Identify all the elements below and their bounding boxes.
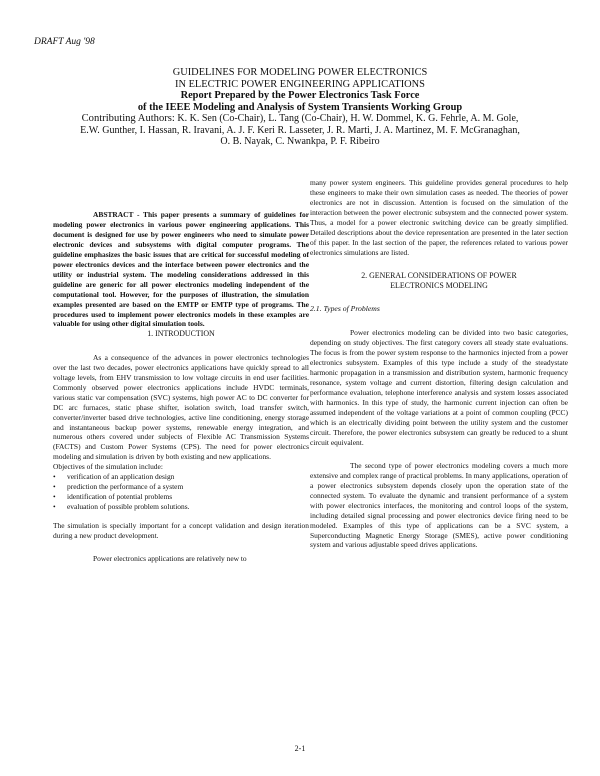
list-item [53, 472, 309, 482]
bullet: • [53, 482, 56, 492]
right-column [310, 178, 568, 550]
subsection-heading: 2.1. Types of Problems [310, 304, 380, 314]
intro-text: As a consequence of the advances in power electronics technologies over the last two decades, power electronics applications have quickly spread to all voltage levels, from EHV transmission to low voltage circuits in end user facilities. Commonly observed power electronics applications include HVDC terminals, various static var compensation (SVC) systems, high power AC to DC converter for DC arc furnaces, static phase shifter, isolation switch, load transfer switch, converter/inverter based drive technologies, active line conditioning, energy storage and instantaneous backup power systems, renewable energy integration, and numerous others covered under subjects of Flexible AC Transmission Systems (FACTS) and Custom Power Systems (CPS). The need for power electronics modeling and simulation is driven by both existing and new applications. [53, 352, 309, 462]
left-column [53, 210, 309, 564]
title-line-2: IN ELECTRIC POWER ENGINEERING APPLICATIONS [175, 78, 425, 90]
abstract-text: ABSTRACT - This paper presents a summary of guidelines for modeling power electronics in various power engineering applications. This document is designed for use by power engineers who need to simulate power electronic devices and subsystems with digital computer programs. The guideline emphasizes the basic issues that are critical for successful modeling of power electronics devices and the interface between power electronics and the utility or industrial system. The modeling considerations addressed in this guideline are generic for all power electronics modeling independent of the computational tool. However, for the purposes of illustration, the simulation examples presented are based on the EMTP or EMTP type of programs. The procedures used to implement power electronics models in these examples are valuable for using other digital simulation tools. [53, 210, 309, 329]
report-line-1: Report Prepared by the Power Electronics Task Force [180, 90, 420, 102]
types-paragraph-2 [310, 461, 568, 551]
bullet: • [53, 472, 56, 482]
types-paragraph-1 [310, 328, 568, 447]
authors-label: Contributing Authors: [81, 113, 175, 125]
bullet: • [53, 502, 56, 512]
list-item [53, 492, 309, 502]
page-number: 2-1 [294, 744, 306, 753]
authors-line-3: O. B. Nayak, C. Nwankpa, P. F. Ribeiro [220, 135, 380, 147]
report-line-2: of the IEEE Modeling and Analysis of System Transients Working Group [137, 101, 463, 113]
objective-text: prediction the performance of a system [67, 482, 184, 492]
title-line-1: GUIDELINES FOR MODELING POWER ELECTRONICS [172, 67, 428, 78]
objectives-label: Objectives of the simulation include: [53, 462, 163, 472]
title-block [30, 67, 570, 147]
authors-line-2: E.W. Gunther, I. Hassan, R. Iravani, A. J. F. Keri R. Lasseter, J. R. Marti, J. A. Martinez, M. F. McGranaghan, [80, 124, 520, 136]
continued-paragraph: many power system engineers. This guideline provides general procedures to help these engineers to make their own simulation cases as needed. The theories of power electronics are not in discussion. Attention is focused on the simulation of the interaction between the power electronic subsystem and the connected power system. Thus, a model for a power electronic switching device can be greatly simplified. Detailed descriptions about the device representation are presented in the later section of this paper. In the last section of the paper, the references related to various power electronics simulations are listed. [310, 178, 568, 257]
section-1-heading: 1. INTRODUCTION [147, 329, 215, 339]
objective-text: evaluation of possible problem solutions. [67, 502, 190, 512]
objective-text: identification of potential problems [67, 492, 173, 502]
list-item [53, 502, 309, 512]
objectives-list [53, 472, 309, 512]
types-text-2: The second type of power electronics modeling covers a much more extensive and complex range of practical problems. In many applications, operation of a power electronics subsystem depends closely upon the operation state of the connected system. To evaluate the dynamic and transient performance of a system with power electronics interfaces, the monitoring and control loops of the system, including detailed signal processing and power electronics device firing need to be modeled. Examples of this type of applications can be a SVC system, a Superconducting Magnetic Energy Storage (SMES), active power conditioning system and various adjustable speed drives applications. [310, 460, 568, 550]
simulation-paragraph: The simulation is specially important for a concept validation and design iteration during a new product development. [53, 521, 309, 541]
objective-text: verification of an application design [67, 472, 175, 482]
authors-line-1: K. K. Sen (Co-Chair), L. Tang (Co-Chair), H. W. Dommel, K. G. Fehrle, A. M. Gole, [174, 113, 519, 125]
section-2-heading-line-2: ELECTRONICS MODELING [390, 281, 488, 291]
abstract [53, 210, 309, 329]
authors [30, 113, 570, 147]
closing-text: Power electronics applications are relatively new to [93, 554, 247, 563]
section-2-heading [310, 271, 568, 292]
draft-label: DRAFT Aug '98 [34, 37, 95, 47]
bullet: • [53, 492, 56, 502]
list-item [53, 482, 309, 492]
intro-paragraph [53, 353, 309, 462]
types-text-1: Power electronics modeling can be divided into two basic categories, depending on study objectives. The first category covers all steady state evaluations. The focus is from the power system response to the harmonics injected from a power electronics subsystem. Examples of this type include a study of the steadystate harmonic propagation in a transmission and distribution system, harmonic frequency resonance, system voltage and current distortion, filtering design calculation and performance evaluation, telephone interference analysis and system losses associated with harmonics. In this type of study, the harmonic current injection can often be assumed independent of the voltage variations at a point of common coupling (PCC) which is an electrically dividing point between the utility system and the customer circuit. Therefore, the power electronics subsystem can greatly be reduced to a shunt circuit equivalent. [310, 328, 568, 447]
closing-paragraph [53, 554, 309, 564]
section-2-heading-line-1: 2. GENERAL CONSIDERATIONS OF POWER [361, 270, 517, 280]
